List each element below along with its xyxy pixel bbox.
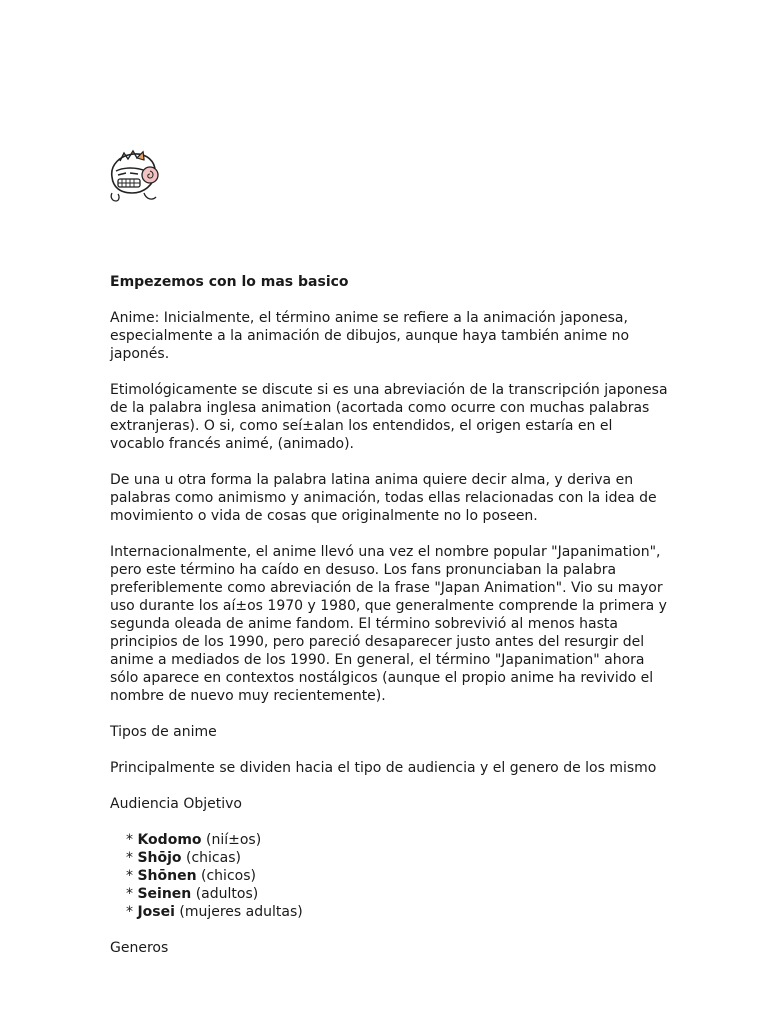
list-desc: (adultos)	[195, 886, 259, 902]
list-item	[126, 885, 670, 903]
list-term: Josei	[137, 904, 175, 920]
list-bullet: *	[126, 868, 133, 884]
list-desc: (chicos)	[201, 868, 256, 884]
section-heading-audiencia: Audiencia Objetivo	[110, 796, 242, 812]
paragraph-latin-anima: De una u otra forma la palabra latina anima quiere decir alma, y deriva en palabras como animismo y animación, todas ellas relacionadas con la idea de movimiento o vida de cosas que originalmente no lo poseen.	[110, 472, 657, 524]
list-bullet: *	[126, 832, 133, 848]
section-heading-tipos: Tipos de anime	[110, 724, 217, 740]
cartoon-face-icon	[106, 149, 164, 203]
list-desc: (nií±os)	[205, 832, 262, 848]
list-term: Seinen	[137, 886, 192, 902]
list-term: Kodomo	[137, 832, 202, 848]
paragraph-etymology: Etimológicamente se discute si es una abreviación de la transcripción japonesa de la palabra inglesa animation (acortada como ocurre con muchas palabras extranjeras). O si, como seí±alan los entendidos, el origen estaría en el vocablo francés animé, (animado).	[110, 382, 668, 452]
list-desc: (chicas)	[186, 850, 241, 866]
audience-list	[110, 831, 670, 921]
section-heading-generos: Generos	[110, 940, 169, 956]
list-term: Shōjo	[137, 850, 182, 866]
list-item	[126, 831, 670, 849]
list-item	[126, 849, 670, 867]
list-term: Shōnen	[137, 868, 197, 884]
list-item	[126, 867, 670, 885]
paragraph-japanimation: Internacionalmente, el anime llevó una vez el nombre popular "Japanimation", pero este término ha caído en desuso. Los fans pronunciaban la palabra preferiblemente como abreviación de la frase "Japan Animation". Vio su mayor uso durante los aí±os 1970 y 1980, que generalmente comprende la primera y segunda oleada de anime fandom. El término sobrevivió al menos hasta principios de los 1990, pero pareció desaparecer justo antes del resurgir del anime a mediados de los 1990. En general, el término "Japanimation" ahora sólo aparece en contextos nostálgicos (aunque el propio anime ha revivido el nombre de nuevo muy recientemente).	[110, 544, 667, 704]
list-desc: (mujeres adultas)	[179, 904, 303, 920]
list-bullet: *	[126, 904, 133, 920]
document-body	[110, 273, 670, 975]
document-title: Empezemos con lo mas basico	[110, 274, 349, 290]
list-bullet: *	[126, 850, 133, 866]
list-bullet: *	[126, 886, 133, 902]
list-item	[126, 903, 670, 921]
paragraph-anime-definition: Anime: Inicialmente, el término anime se refiere a la animación japonesa, especialmente a la animación de dibujos, aunque haya también anime no japonés.	[110, 310, 630, 362]
paragraph-division: Principalmente se dividen hacia el tipo de audiencia y el genero de los mismo	[110, 760, 657, 776]
